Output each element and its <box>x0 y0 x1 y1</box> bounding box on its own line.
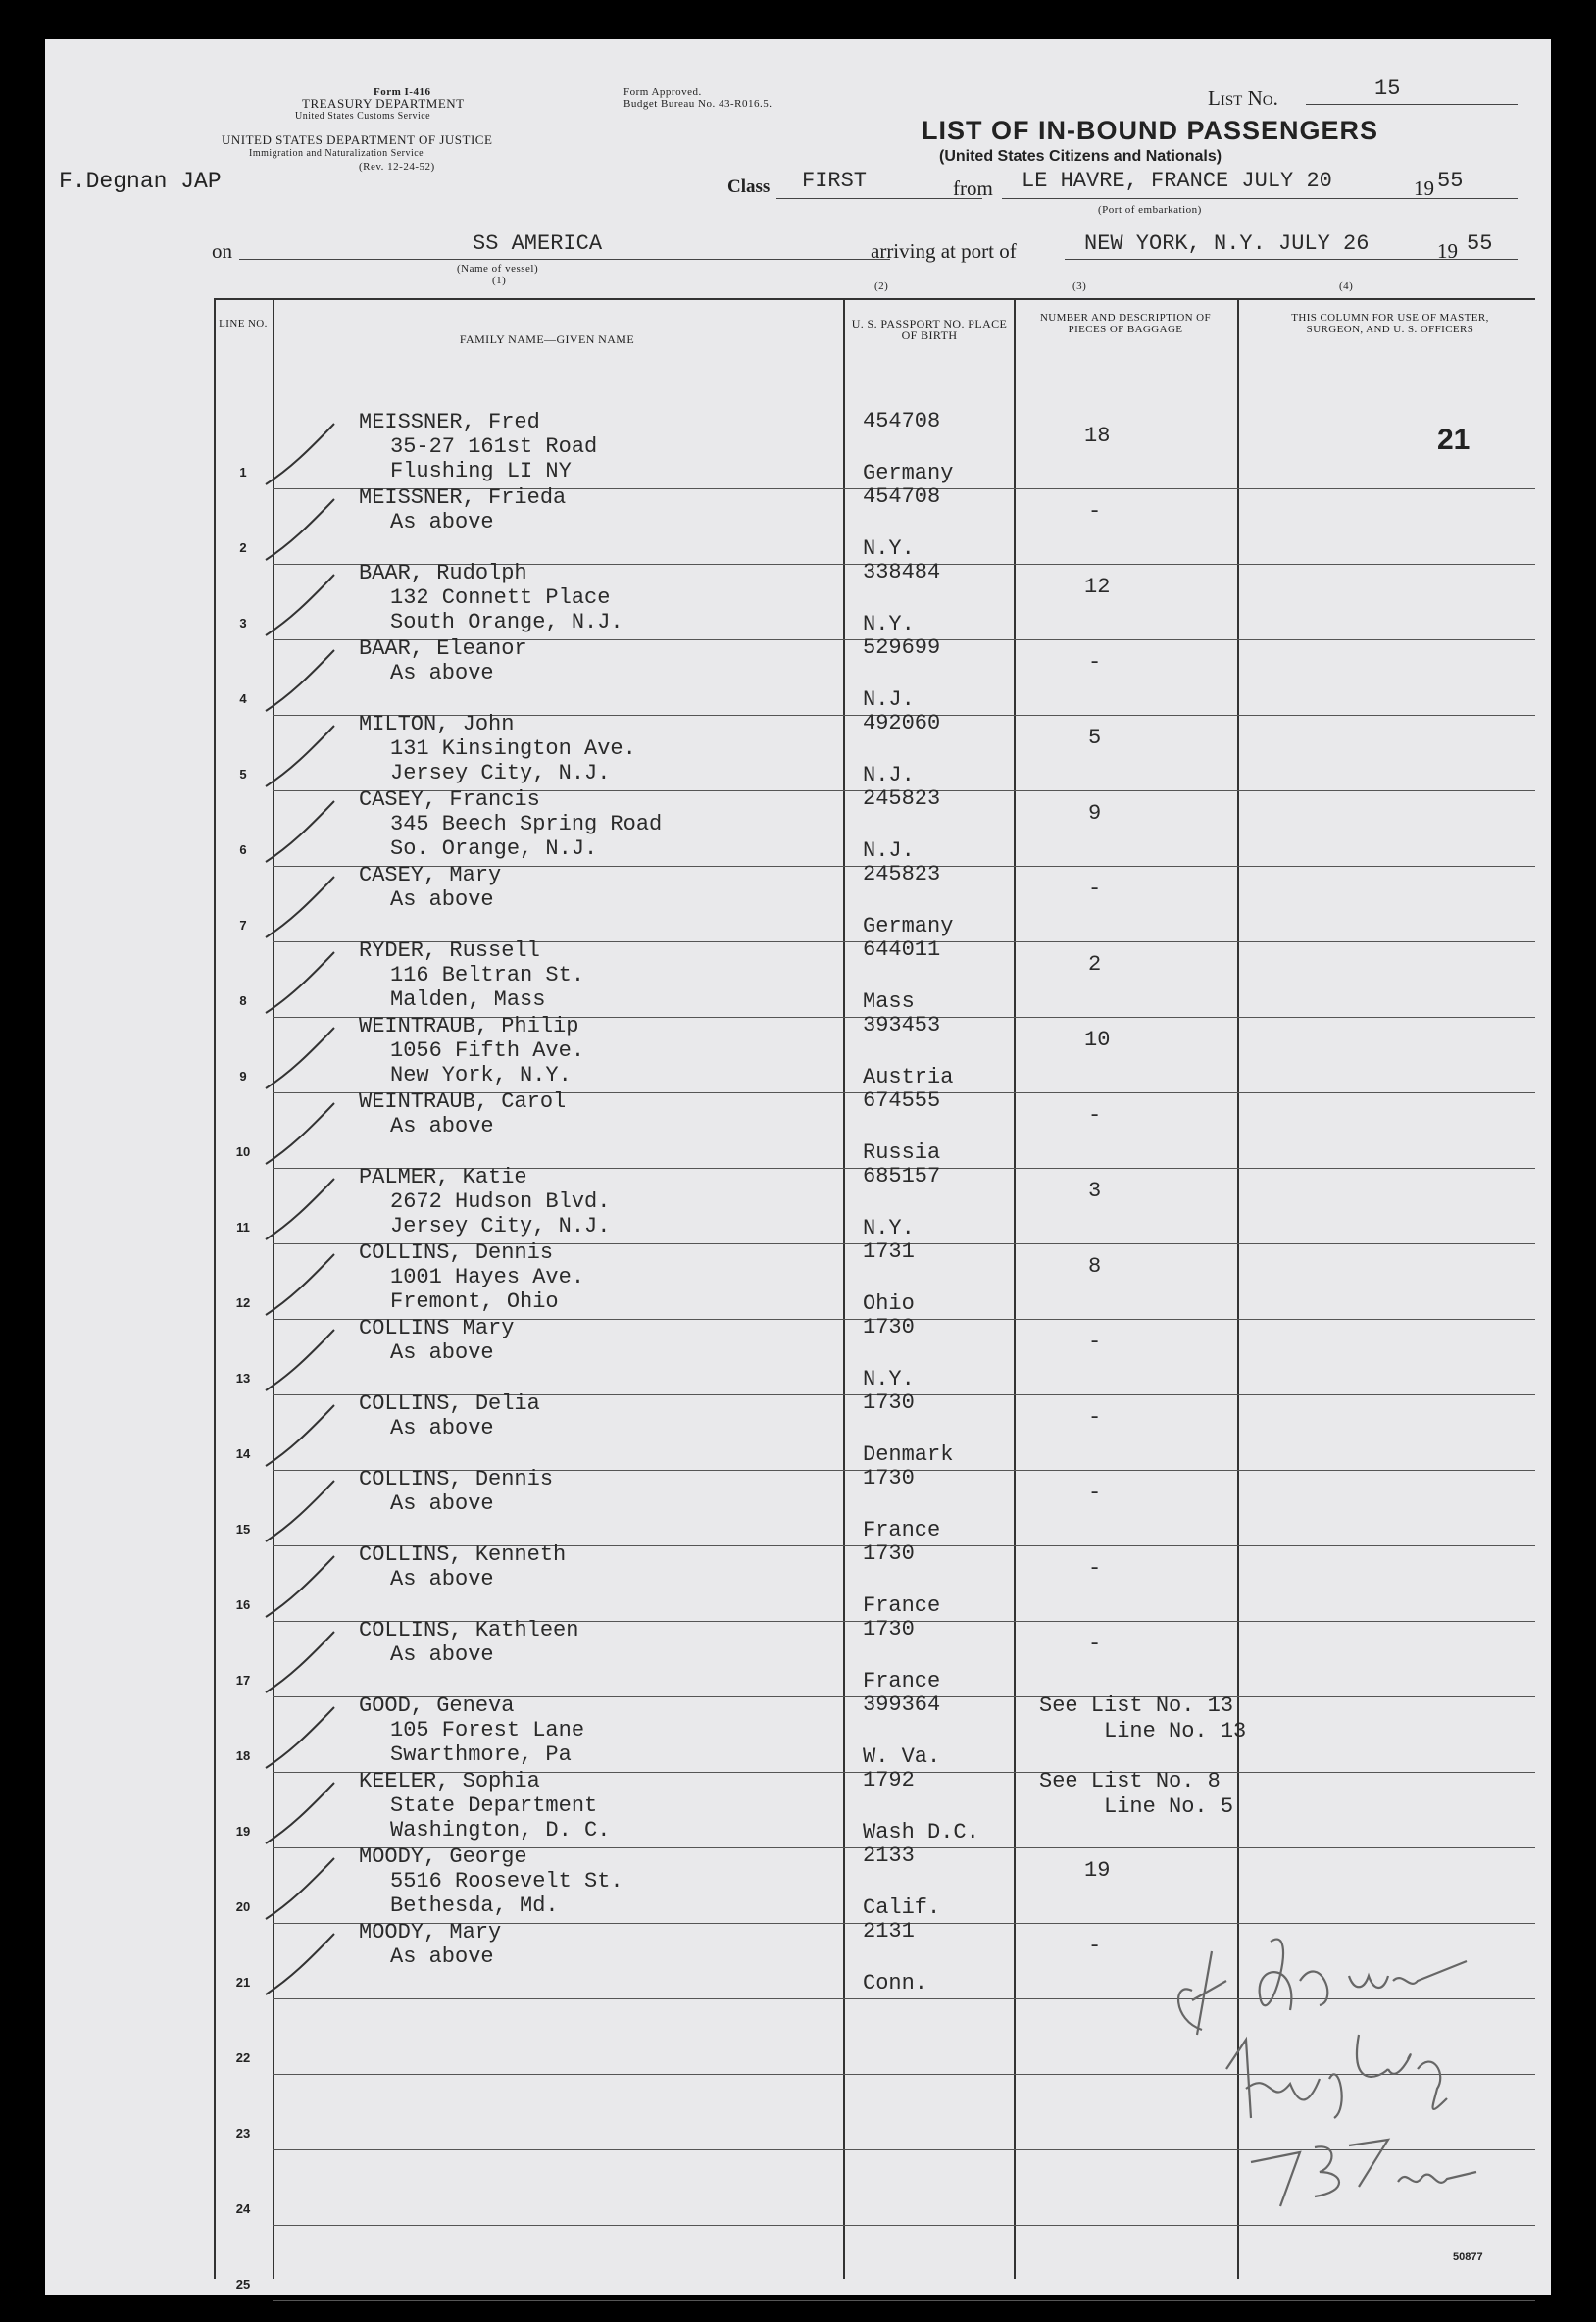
check-mark <box>261 1401 339 1470</box>
address-line: As above <box>390 661 494 685</box>
line-number: 8 <box>239 993 247 1008</box>
family-given-name: WEINTRAUB, Carol <box>359 1089 567 1114</box>
address-line: As above <box>390 1114 494 1138</box>
passenger-name <box>359 2222 390 2296</box>
passport-number: 1730 <box>863 1617 915 1641</box>
line-number: 20 <box>235 1899 251 1914</box>
line-number: 11 <box>236 1220 250 1235</box>
baggage-count: - <box>1088 877 1102 901</box>
family-given-name: COLLINS, Kenneth <box>359 1542 567 1567</box>
family-given-name: CASEY, Mary <box>359 863 502 887</box>
passport-number: 1730 <box>863 1390 915 1415</box>
baggage-count: - <box>1088 1934 1102 1958</box>
passport-number: 1730 <box>863 1541 915 1566</box>
line-number: 7 <box>239 918 247 933</box>
address-line: 5516 Roosevelt St. <box>390 1869 623 1893</box>
address-line: 116 Beltran St. <box>390 963 585 987</box>
family-given-name <box>359 2071 390 2095</box>
place-of-birth: Wash D.C. <box>863 1820 979 1844</box>
passport-number: 1792 <box>863 1768 915 1792</box>
place-of-birth: N.Y. <box>863 1367 915 1391</box>
place-of-birth: France <box>863 1593 941 1618</box>
list-no-label: List No. <box>1208 86 1278 110</box>
line-number: 12 <box>235 1295 251 1310</box>
check-mark <box>261 571 339 639</box>
footer-code: 50877 <box>1453 2251 1483 2263</box>
table-row <box>214 560 1535 640</box>
address-line <box>359 2020 390 2044</box>
address-line: As above <box>390 1944 494 1969</box>
check-mark <box>261 495 339 564</box>
passport-number: 1730 <box>863 1466 915 1490</box>
address-line: As above <box>390 1642 494 1667</box>
table-row <box>214 1390 1535 1471</box>
inspector-signature <box>1153 1922 1565 2216</box>
address-line: 1001 Hayes Ave. <box>390 1265 585 1289</box>
line-number: 18 <box>235 1748 251 1763</box>
officer-mark: 21 <box>1437 424 1471 456</box>
place-of-birth: Denmark <box>863 1442 954 1467</box>
address-line <box>359 2044 390 2069</box>
table-row <box>214 409 1535 489</box>
passenger-name <box>359 938 584 1012</box>
arrival-year: 55 <box>1467 231 1493 256</box>
address-line <box>359 534 566 559</box>
place-of-birth: Germany <box>863 461 954 485</box>
address-line: State Department <box>390 1793 598 1818</box>
address-line <box>359 2271 390 2296</box>
line-number: 19 <box>235 1824 251 1839</box>
address-line: 2672 Hudson Blvd. <box>390 1189 611 1214</box>
header-line-no: LINE NO. <box>219 318 268 329</box>
address-line <box>359 2171 390 2196</box>
line-number: 5 <box>239 767 247 782</box>
family-given-name: WEINTRAUB, Philip <box>359 1014 579 1038</box>
justice-dept: UNITED STATES DEPARTMENT OF JUSTICE <box>222 132 493 147</box>
line-number: 17 <box>235 1673 251 1688</box>
passport-number: 1730 <box>863 1315 915 1339</box>
place-of-birth: France <box>863 1669 941 1693</box>
class-value: FIRST <box>802 169 868 193</box>
header-officers: THIS COLUMN FOR USE OF MASTER, SURGEON, AND U. S. OFFICERS <box>1291 312 1489 335</box>
passport-number: 2131 <box>863 1919 915 1943</box>
baggage-count: 19 <box>1084 1858 1111 1883</box>
passport-number: 393453 <box>863 1013 941 1037</box>
address-line <box>359 1969 501 1994</box>
baggage-count: - <box>1088 499 1102 524</box>
place-of-birth: Germany <box>863 914 954 938</box>
family-given-name: BAAR, Rudolph <box>359 561 527 585</box>
list-no-value: 15 <box>1374 76 1401 101</box>
passport-number: 529699 <box>863 635 941 660</box>
line-number: 4 <box>239 691 247 706</box>
budget-bureau: Budget Bureau No. 43-R016.5. <box>623 98 773 110</box>
passenger-name <box>359 1693 584 1767</box>
family-given-name <box>359 2146 390 2171</box>
family-given-name <box>359 2222 390 2246</box>
table-row <box>214 1315 1535 1395</box>
passport-number: 2133 <box>863 1843 915 1868</box>
baggage-count: - <box>1088 1556 1102 1581</box>
header-name: FAMILY NAME—GIVEN NAME <box>459 332 635 346</box>
table-row <box>214 862 1535 942</box>
on-label: on <box>212 239 232 263</box>
family-given-name: MEISSNER, Frieda <box>359 485 567 510</box>
line-number: 3 <box>239 616 247 631</box>
col-num-4: (4) <box>1339 280 1354 292</box>
line-number: 1 <box>239 465 247 480</box>
check-mark <box>261 1326 339 1394</box>
address-line: Swarthmore, Pa <box>390 1742 572 1767</box>
line-number: 9 <box>239 1069 247 1084</box>
check-mark <box>261 420 339 488</box>
place-of-birth: N.J. <box>863 763 915 787</box>
family-given-name: BAAR, Eleanor <box>359 636 527 661</box>
check-mark <box>261 1024 339 1092</box>
passport-number: 674555 <box>863 1088 941 1113</box>
place-of-birth: Ohio <box>863 1291 915 1316</box>
place-of-birth: N.J. <box>863 687 915 712</box>
passenger-name <box>359 1844 623 1918</box>
place-of-birth: W. Va. <box>863 1744 941 1769</box>
family-given-name <box>359 1995 390 2020</box>
table-row <box>214 1013 1535 1093</box>
table-row <box>214 1239 1535 1320</box>
place-of-birth: N.J. <box>863 838 915 863</box>
address-line: As above <box>390 1340 494 1365</box>
check-mark <box>261 1099 339 1168</box>
passport-number: 454708 <box>863 409 941 433</box>
passport-number: 245823 <box>863 786 941 811</box>
passport-number: 399364 <box>863 1692 941 1717</box>
treasury-dept: TREASURY DEPARTMENT <box>302 96 465 111</box>
inspector-stamp: F.Degnan JAP <box>59 169 222 194</box>
family-given-name: COLLINS, Dennis <box>359 1240 554 1265</box>
passport-number: 644011 <box>863 937 941 962</box>
baggage-count: 5 <box>1088 726 1102 750</box>
table-row <box>214 1164 1535 1244</box>
place-of-birth: Mass <box>863 989 915 1014</box>
passenger-name <box>359 1467 553 1540</box>
col-num-1: (1) <box>492 275 507 286</box>
line-number: 21 <box>235 1975 251 1990</box>
passport-number: 338484 <box>863 560 941 584</box>
address-line <box>359 1440 540 1465</box>
address-line: As above <box>390 887 494 912</box>
check-mark <box>261 948 339 1017</box>
passport-number: 454708 <box>863 484 941 509</box>
line-number: 2 <box>239 540 247 555</box>
family-given-name: COLLINS, Delia <box>359 1391 540 1416</box>
passenger-name <box>359 1542 566 1616</box>
address-line <box>359 1591 566 1616</box>
address-line: 345 Beech Spring Road <box>390 812 663 836</box>
address-line: Jersey City, N.J. <box>390 761 611 785</box>
passenger-name <box>359 1391 540 1465</box>
passport-number: 492060 <box>863 711 941 735</box>
from-year-prefix: 19 <box>1414 177 1434 200</box>
table-row <box>214 1541 1535 1622</box>
place-of-birth: Austria <box>863 1065 954 1089</box>
family-given-name: MOODY, George <box>359 1844 527 1869</box>
arriving-label: arriving at port of <box>871 239 1017 263</box>
address-line <box>359 2196 390 2220</box>
port-embark-label: (Port of embarkation) <box>1098 204 1202 216</box>
address-line: 35-27 161st Road <box>390 434 598 459</box>
baggage-count: 18 <box>1084 424 1111 448</box>
form-number: Form I-416 <box>374 86 431 98</box>
check-mark <box>261 1477 339 1545</box>
table-row <box>214 1843 1535 1924</box>
passenger-name <box>359 863 501 936</box>
family-given-name: CASEY, Francis <box>359 787 540 812</box>
from-label: from <box>953 177 993 200</box>
place-of-birth: France <box>863 1518 941 1542</box>
passenger-name <box>359 410 597 483</box>
family-given-name: RYDER, Russell <box>359 938 540 963</box>
family-given-name: PALMER, Katie <box>359 1165 527 1189</box>
check-mark <box>261 1175 339 1243</box>
passenger-name <box>359 1920 501 1994</box>
line-number: 23 <box>235 2126 251 2141</box>
header-baggage: NUMBER AND DESCRIPTION OF PIECES OF BAGGAGE <box>1039 312 1212 335</box>
check-mark <box>261 646 339 715</box>
arrival-value: NEW YORK, N.Y. JULY 26 <box>1084 231 1370 256</box>
address-line <box>359 2120 390 2145</box>
arrival-year-prefix: 19 <box>1437 239 1458 263</box>
table-row <box>214 1088 1535 1169</box>
from-year: 55 <box>1437 169 1464 193</box>
table-top-border <box>214 298 1535 300</box>
line-number: 13 <box>235 1371 251 1386</box>
family-given-name: MOODY, Mary <box>359 1920 502 1944</box>
customs-service: United States Customs Service <box>295 111 431 122</box>
passport-number: 685157 <box>863 1164 941 1188</box>
table-row <box>214 1466 1535 1546</box>
baggage-count: 12 <box>1084 575 1111 599</box>
baggage-count: - <box>1088 1103 1102 1128</box>
check-mark <box>261 1703 339 1772</box>
address-line <box>359 1138 566 1163</box>
table-row <box>214 2226 1535 2301</box>
address-line <box>359 1365 514 1389</box>
baggage-count: 9 <box>1088 801 1102 826</box>
baggage-count: 3 <box>1088 1179 1102 1203</box>
place-of-birth: N.Y. <box>863 536 915 561</box>
check-mark <box>261 797 339 866</box>
passenger-name <box>359 636 527 710</box>
passenger-name <box>359 1769 610 1842</box>
vessel-underline <box>239 259 890 260</box>
form-sheet <box>45 39 1551 2295</box>
passenger-name <box>359 787 662 861</box>
family-given-name: COLLINS, Kathleen <box>359 1618 579 1642</box>
class-underline <box>776 198 982 199</box>
vessel-name: SS AMERICA <box>473 231 603 256</box>
family-given-name: MILTON, John <box>359 712 515 736</box>
family-given-name: GOOD, Geneva <box>359 1693 515 1718</box>
table-row <box>214 484 1535 565</box>
passport-number: 1731 <box>863 1239 915 1264</box>
line-number: 6 <box>239 842 247 857</box>
passenger-name <box>359 1089 566 1163</box>
passenger-name <box>359 561 623 634</box>
line-number: 15 <box>235 1522 251 1537</box>
address-line: Bethesda, Md. <box>390 1893 559 1918</box>
address-line: 1056 Fifth Ave. <box>390 1038 585 1063</box>
address-line: 105 Forest Lane <box>390 1718 585 1742</box>
check-mark <box>261 1779 339 1847</box>
passenger-name <box>359 1618 578 1691</box>
baggage-count: - <box>1088 1405 1102 1430</box>
line-number: 16 <box>235 1597 251 1612</box>
arrival-underline <box>1065 259 1518 260</box>
table-row <box>214 711 1535 791</box>
address-line: So. Orange, N.J. <box>390 836 598 861</box>
address-line <box>359 2246 390 2271</box>
baggage-count: - <box>1088 650 1102 675</box>
check-mark <box>261 873 339 941</box>
table-row <box>214 1617 1535 1697</box>
table-row <box>214 786 1535 867</box>
family-given-name: COLLINS Mary <box>359 1316 515 1340</box>
form-approved: Form Approved. <box>623 86 702 98</box>
line-number: 25 <box>235 2277 251 2292</box>
col-num-3: (3) <box>1072 280 1087 292</box>
place-of-birth: N.Y. <box>863 1216 915 1240</box>
ins-service: Immigration and Naturalization Service <box>249 148 424 159</box>
form-title: LIST OF IN-BOUND PASSENGERS <box>922 116 1379 145</box>
address-line: As above <box>390 510 494 534</box>
table-row <box>214 937 1535 1018</box>
line-number: 24 <box>235 2201 251 2216</box>
family-given-name: MEISSNER, Fred <box>359 410 540 434</box>
address-line: Malden, Mass <box>390 987 546 1012</box>
baggage-count: - <box>1088 1330 1102 1354</box>
address-line: 131 Kinsington Ave. <box>390 736 636 761</box>
passenger-name <box>359 712 636 785</box>
address-line <box>359 685 527 710</box>
baggage-count: See List No. 8 Line No. 5 <box>1039 1769 1234 1819</box>
address-line: As above <box>390 1416 494 1440</box>
address-line: 132 Connett Place <box>390 585 611 610</box>
line-number: 14 <box>235 1446 251 1461</box>
baggage-count: 2 <box>1088 952 1102 977</box>
revision: (Rev. 12-24-52) <box>359 161 435 173</box>
check-mark <box>261 1854 339 1923</box>
address-line: New York, N.Y. <box>390 1063 572 1087</box>
form-subtitle: (United States Citizens and Nationals) <box>939 148 1222 165</box>
passport-number: 245823 <box>863 862 941 886</box>
passenger-name <box>359 2071 390 2145</box>
baggage-count: 10 <box>1084 1028 1111 1052</box>
baggage-count: See List No. 13 Line No. 13 <box>1039 1693 1247 1743</box>
address-line <box>359 1516 553 1540</box>
address-line <box>359 1667 578 1691</box>
check-mark <box>261 1628 339 1696</box>
place-of-birth: N.Y. <box>863 612 915 636</box>
place-of-birth: Conn. <box>863 1971 928 1995</box>
line-number: 10 <box>235 1144 251 1159</box>
baggage-count: 8 <box>1088 1254 1102 1279</box>
from-underline <box>1002 198 1518 199</box>
check-mark <box>261 1250 339 1319</box>
header-passport: U. S. PASSPORT NO. PLACE OF BIRTH <box>851 317 1008 342</box>
place-of-birth: Calif. <box>863 1895 941 1920</box>
passenger-name <box>359 1316 514 1389</box>
address-line: As above <box>390 1491 494 1516</box>
table-row <box>214 635 1535 716</box>
table-row <box>214 1768 1535 1848</box>
class-label: Class <box>727 177 771 197</box>
list-no-underline <box>1306 104 1518 105</box>
line-number: 22 <box>235 2050 251 2065</box>
address-line: Fremont, Ohio <box>390 1289 559 1314</box>
col-num-2: (2) <box>874 280 889 292</box>
passenger-name <box>359 1165 610 1238</box>
passenger-name <box>359 485 566 559</box>
passenger-name <box>359 1014 584 1087</box>
address-line: South Orange, N.J. <box>390 610 623 634</box>
baggage-count: - <box>1088 1481 1102 1505</box>
row-divider <box>273 2300 1535 2301</box>
check-mark <box>261 722 339 790</box>
passenger-name <box>359 1240 584 1314</box>
check-mark <box>261 1552 339 1621</box>
family-given-name: KEELER, Sophia <box>359 1769 540 1793</box>
passenger-name <box>359 2146 390 2220</box>
address-line: Washington, D. C. <box>390 1818 611 1842</box>
address-line: Flushing LI NY <box>390 459 572 483</box>
address-line: Jersey City, N.J. <box>390 1214 611 1238</box>
address-line <box>359 912 501 936</box>
passenger-name <box>359 1995 390 2069</box>
table-row <box>214 1692 1535 1773</box>
family-given-name: COLLINS, Dennis <box>359 1467 554 1491</box>
baggage-count: - <box>1088 1632 1102 1656</box>
place-of-birth: Russia <box>863 1140 941 1165</box>
address-line: As above <box>390 1567 494 1591</box>
check-mark <box>261 1930 339 1998</box>
address-line <box>359 2095 390 2120</box>
vessel-label: (Name of vessel) <box>457 263 539 275</box>
from-value: LE HAVRE, FRANCE JULY 20 <box>1022 169 1332 193</box>
